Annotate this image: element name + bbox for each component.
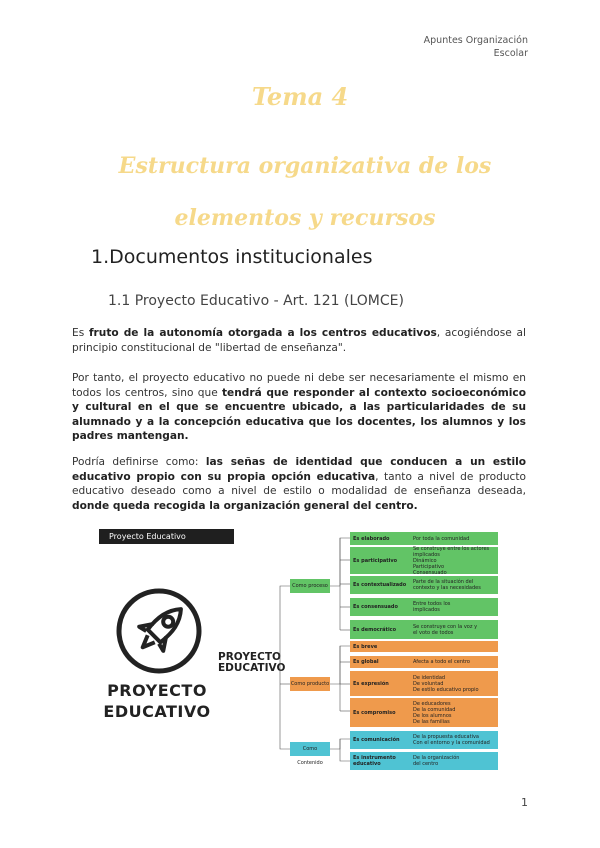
- item-compromiso: Es compromiso De educadores De la comunidad De los alumnos De las familias: [350, 698, 498, 727]
- item-breve: Es breve: [350, 641, 498, 652]
- paragraph-3: Podría definirse como: las señas de identidad que conducen a un estilo educativo propio con su propia opción educativa, tanto a nivel de producto educativo deseado como a nivel de estilo o modalidad de enseñanza deseada, donde queda recogida la organización general del centro.: [72, 456, 526, 512]
- document-header: [424, 34, 528, 60]
- figure-label: Proyecto Educativo: [99, 529, 234, 544]
- node-como-contenido: Como Contenido: [290, 742, 330, 756]
- topic-title: Tema 4: [251, 82, 349, 111]
- item-comunicacion: Es comunicación De la propuesta educativa Con el entorno y la comunidad: [350, 731, 498, 749]
- header-line-2: Escolar: [493, 48, 528, 59]
- topic-subtitle: Estructura organizativa de los elementos y recursos: [118, 153, 492, 231]
- item-elaborado: Es elaborado Por toda la comunidad: [350, 532, 498, 545]
- item-global: Es global Afecta a todo el centro: [350, 656, 498, 668]
- item-instrumento: Es instrumento educativo De la organización del centro: [350, 752, 498, 770]
- page-number: 1: [521, 796, 528, 809]
- item-participativo: Es participativo Se construye entre los actores implicados Dinámico Participativo Consensuado: [350, 547, 498, 574]
- item-contextualizado: Es contextualizado Parte de la situación del contexto y las necesidades: [350, 576, 498, 594]
- node-como-producto: Como producto: [290, 677, 330, 691]
- figure-big-title: PROYECTO EDUCATIVO: [103, 681, 211, 721]
- rocket-icon: [114, 586, 204, 676]
- item-consensuado: Es consensuado Entre todos los implicados: [350, 598, 498, 616]
- paragraph-2: Por tanto, el proyecto educativo no puede ni debe ser necesariamente el mismo en todos los centros, sino que tendrá que responder al contexto socioeconómico y cultural en el que se encuentre ubicado, a las particularidades de su alumnado y a la concepción educativa que los docentes, los alumnos y los padres mantengan.: [72, 372, 526, 442]
- node-como-proceso: Como proceso: [290, 579, 330, 593]
- subsection-heading: 1.1 Proyecto Educativo - Art. 121 (LOMCE): [108, 293, 404, 309]
- section-heading: 1.Documentos institucionales: [91, 246, 373, 268]
- figure-mid-title: PROYECTO EDUCATIVO: [218, 651, 286, 674]
- item-expresion: Es expresión De identidad De voluntad De estilo educativo propio: [350, 671, 498, 696]
- item-democratico: Es democrático Se construye con la voz y el voto de todos: [350, 620, 498, 639]
- paragraph-1: Es fruto de la autonomía otorgada a los centros educativos, acogiéndose al principio constitucional de "libertad de enseñanza".: [72, 327, 526, 354]
- header-line-1: Apuntes Organización: [423, 35, 528, 46]
